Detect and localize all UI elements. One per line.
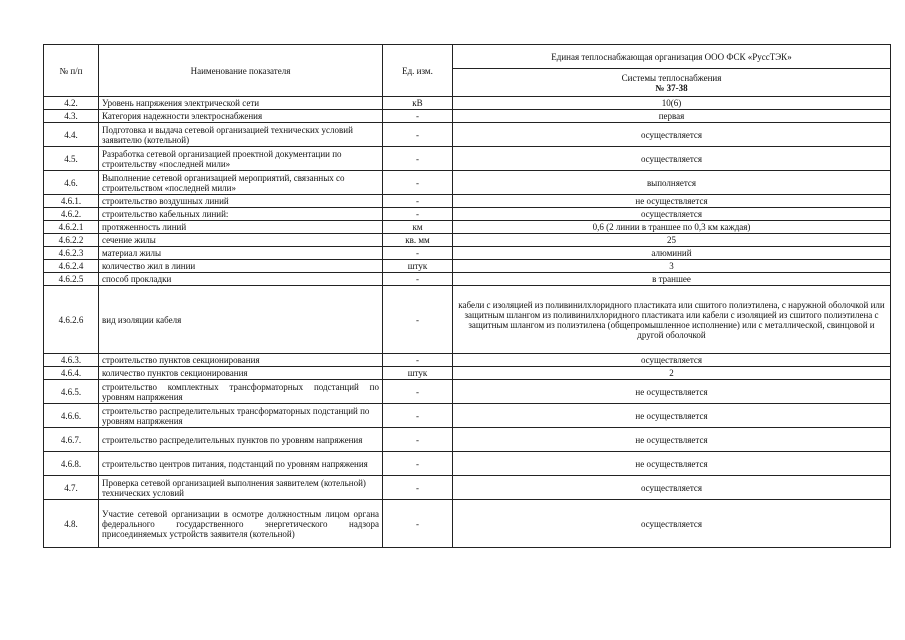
row-value: не осуществляется (453, 452, 891, 476)
row-indicator-name: строительство центров питания, подстанций по уровням напряжения (99, 452, 383, 476)
row-number: 4.6.6. (44, 404, 99, 428)
row-value: осуществляется (453, 354, 891, 367)
table-row (44, 452, 891, 476)
systems-number: № 37-38 (655, 82, 688, 93)
row-value: 2 (453, 367, 891, 380)
table-row (44, 367, 891, 380)
table-row (44, 500, 891, 548)
col-header-number: № п/п (44, 45, 99, 97)
row-value: не осуществляется (453, 195, 891, 208)
row-number: 4.2. (44, 97, 99, 110)
row-unit: - (383, 123, 453, 147)
row-number: 4.6.2.3 (44, 247, 99, 260)
row-number: 4.6.2.4 (44, 260, 99, 273)
row-value: первая (453, 110, 891, 123)
indicators-table (43, 44, 891, 548)
row-unit: - (383, 354, 453, 367)
row-value: осуществляется (453, 208, 891, 221)
row-number: 4.8. (44, 500, 99, 548)
table-body (44, 97, 891, 548)
table-row (44, 354, 891, 367)
row-value: не осуществляется (453, 404, 891, 428)
row-number: 4.6.2.5 (44, 273, 99, 286)
row-number: 4.7. (44, 476, 99, 500)
systems-label: Системы теплоснабжения (621, 72, 722, 83)
row-unit: - (383, 247, 453, 260)
row-unit: - (383, 195, 453, 208)
table-row (44, 208, 891, 221)
row-value: осуществляется (453, 147, 891, 171)
row-unit: - (383, 428, 453, 452)
row-indicator-name: Категория надежности электроснабжения (99, 110, 383, 123)
row-unit: - (383, 110, 453, 123)
row-value: выполняется (453, 171, 891, 195)
row-number: 4.6.8. (44, 452, 99, 476)
row-value: 25 (453, 234, 891, 247)
row-unit: - (383, 404, 453, 428)
row-number: 4.6.4. (44, 367, 99, 380)
row-indicator-name: Подготовка и выдача сетевой организацией технических условий заявителю (котельной) (99, 123, 383, 147)
row-number: 4.3. (44, 110, 99, 123)
table-row (44, 286, 891, 354)
row-unit: - (383, 147, 453, 171)
row-indicator-name: строительство кабельных линий: (99, 208, 383, 221)
row-unit: - (383, 208, 453, 221)
table-row (44, 260, 891, 273)
row-number: 4.6.2.6 (44, 286, 99, 354)
row-number: 4.6.5. (44, 380, 99, 404)
row-unit: - (383, 273, 453, 286)
table-row (44, 195, 891, 208)
row-indicator-name: способ прокладки (99, 273, 383, 286)
row-indicator-name: строительство распределительных пунктов по уровням напряжения (99, 428, 383, 452)
row-unit: штук (383, 367, 453, 380)
table-row (44, 171, 891, 195)
row-value: в траншее (453, 273, 891, 286)
row-value: осуществляется (453, 476, 891, 500)
row-indicator-name: вид изоляции кабеля (99, 286, 383, 354)
row-value: не осуществляется (453, 380, 891, 404)
row-value: алюминий (453, 247, 891, 260)
row-indicator-name: Разработка сетевой организацией проектной документации по строительству «последней мили» (99, 147, 383, 171)
col-header-systems (453, 69, 891, 97)
row-indicator-name: Уровень напряжения электрической сети (99, 97, 383, 110)
row-number: 4.6.2.1 (44, 221, 99, 234)
table-row (44, 123, 891, 147)
table-row (44, 110, 891, 123)
row-number: 4.6. (44, 171, 99, 195)
row-unit: - (383, 476, 453, 500)
table-row (44, 428, 891, 452)
row-value: не осуществляется (453, 428, 891, 452)
row-number: 4.6.7. (44, 428, 99, 452)
col-header-unit: Ед. изм. (383, 45, 453, 97)
row-indicator-name: количество жил в линии (99, 260, 383, 273)
row-indicator-name: строительство пунктов секционирования (99, 354, 383, 367)
row-indicator-name: строительство воздушных линий (99, 195, 383, 208)
row-value: 10(6) (453, 97, 891, 110)
row-indicator-name: Выполнение сетевой организацией мероприятий, связанных со строительством «последней мили» (99, 171, 383, 195)
row-unit: кВ (383, 97, 453, 110)
row-unit: - (383, 286, 453, 354)
table-row (44, 247, 891, 260)
row-value: осуществляется (453, 500, 891, 548)
row-number: 4.6.2.2 (44, 234, 99, 247)
row-value: кабели с изоляцией из поливинилхлоридного пластиката или сшитого полиэтилена, с наружной оболочкой или защитным шлангом из поливинилхлоридного пластиката или кабели с изоляцией из сшитого полиэтилена с защитным шлангом из полиэтилена (общепромышленное исполнение) или с металлической, свинцовой и другой оболочкой (453, 286, 891, 354)
row-indicator-name: протяженность линий (99, 221, 383, 234)
table-row (44, 221, 891, 234)
row-number: 4.6.3. (44, 354, 99, 367)
row-number: 4.5. (44, 147, 99, 171)
row-indicator-name: строительство комплектных трансформаторных подстанций по уровням напряжения (99, 380, 383, 404)
row-value: 0,6 (2 линии в траншее по 0,3 км каждая) (453, 221, 891, 234)
row-indicator-name: строительство распределительных трансформаторных подстанций по уровням напряжения (99, 404, 383, 428)
row-indicator-name: Проверка сетевой организацией выполнения заявителем (котельной) технических условий (99, 476, 383, 500)
row-number: 4.6.1. (44, 195, 99, 208)
row-indicator-name: материал жилы (99, 247, 383, 260)
row-indicator-name: сечение жилы (99, 234, 383, 247)
row-unit: - (383, 380, 453, 404)
table-row (44, 476, 891, 500)
table-row (44, 97, 891, 110)
table-row (44, 147, 891, 171)
row-indicator-name: Участие сетевой организации в осмотре должностным лицом органа федерального государственного энергетического надзора присоединяемых устройств заявителя (котельной) (99, 500, 383, 548)
row-number: 4.4. (44, 123, 99, 147)
row-value: осуществляется (453, 123, 891, 147)
row-unit: - (383, 452, 453, 476)
row-unit: км (383, 221, 453, 234)
col-header-name: Наименование показателя (99, 45, 383, 97)
row-unit: - (383, 500, 453, 548)
row-unit: кв. мм (383, 234, 453, 247)
row-unit: - (383, 171, 453, 195)
row-number: 4.6.2. (44, 208, 99, 221)
table-row (44, 404, 891, 428)
row-value: 3 (453, 260, 891, 273)
table-row (44, 380, 891, 404)
table-row (44, 234, 891, 247)
row-unit: штук (383, 260, 453, 273)
row-indicator-name: количество пунктов секционирования (99, 367, 383, 380)
col-header-organization: Единая теплоснабжающая организация ООО ФСК «РуссТЭК» (453, 45, 891, 69)
table-row (44, 273, 891, 286)
